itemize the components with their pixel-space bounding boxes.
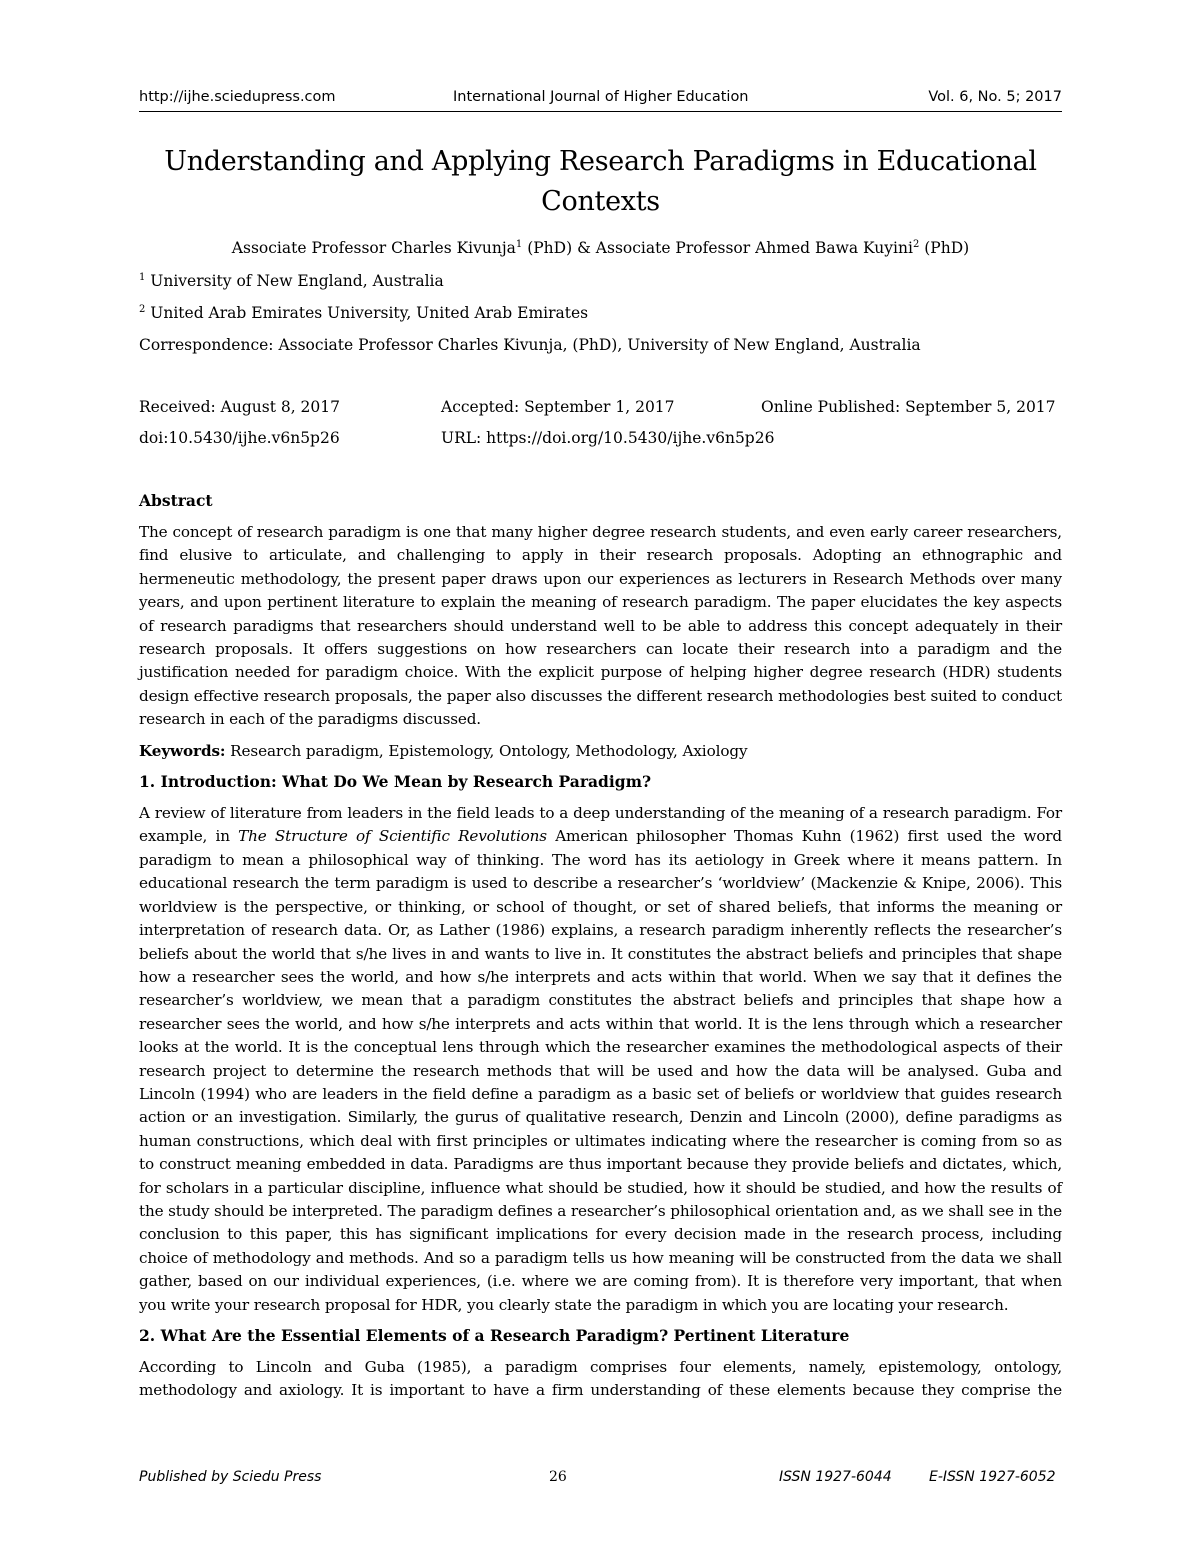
- title-line-1: Understanding and Applying Research Paradigms in Educational: [164, 146, 1037, 177]
- section-2-heading: 2. What Are the Essential Elements of a Research Paradigm? Pertinent Literature: [139, 1326, 850, 1345]
- doi-url[interactable]: URL: https://doi.org/10.5430/ijhe.v6n5p26: [441, 429, 775, 447]
- section-1-text-a: A review of literature from leaders in the field leads to a deep understanding of the meaning of a research paradigm. For example, in: [139, 804, 1062, 846]
- author-middle: (PhD) & Associate Professor Ahmed Bawa Kuyini: [522, 239, 913, 257]
- section-1-text: [139, 802, 1062, 1317]
- author-line: [139, 237, 1062, 259]
- correspondence: Correspondence: Associate Professor Charles Kivunja, (PhD), University of New England, Australia: [139, 336, 921, 354]
- book-title: The Structure of Scientific Revolutions: [238, 827, 547, 846]
- eissn: E-ISSN 1927-6052: [929, 1469, 1056, 1485]
- doi[interactable]: doi:10.5430/ijhe.v6n5p26: [139, 429, 340, 447]
- keywords-label: Keywords:: [139, 741, 226, 760]
- title-line-2: Contexts: [541, 186, 660, 217]
- volume-info: Vol. 6, No. 5; 2017: [928, 89, 1062, 105]
- issn: ISSN 1927-6044: [779, 1469, 892, 1485]
- accepted-date: Accepted: September 1, 2017: [441, 398, 675, 416]
- section-1-heading: 1. Introduction: What Do We Mean by Research Paradigm?: [139, 772, 652, 792]
- section-1-text-b: American philosopher Thomas Kuhn (1962) first used the word paradigm to mean a philosophical way of thinking. The word has its aetiology in Greek where it means pattern. In educational research the term paradigm is used to describe a researcher’s ‘worldview’ (Mackenzie & Knipe, 2006). This worldview is the perspective, or thinking, or school of thought, or set of shared beliefs, that informs the meaning or interpretation of research data. Or, as Lather (1986) explains, a research paradigm inherently reflects the researcher’s beliefs about the world that s/he lives in and wants to live in. It constitutes the abstract beliefs and principles that shape how a researcher sees the world, and how s/he interprets and acts within that world. When we say that it defines the researcher’s worldview, we mean that a paradigm constitutes the abstract beliefs and principles that shape how a researcher sees the world, and how s/he interprets and acts within that world. It is the lens through which a researcher looks at the world. It is the conceptual lens through which the researcher examines the methodological aspects of their research project to determine the research methods that will be used and how the data will be analysed. Guba and Lincoln (1994) who are leaders in the field define a paradigm as a basic set of beliefs or worldview that guides research action or an investigation. Similarly, the gurus of qualitative research, Denzin and Lincoln (2000), define paradigms as human constructions, which deal with first principles or ultimates indicating where the researcher is coming from so as to construct meaning embedded in data. Paradigms are thus important because they provide beliefs and dictates, which, for scholars in a particular discipline, influence what should be studied, how it should be studied, and how the results of the study should be interpreted. The paradigm defines a researcher’s philosophical orientation and, as we shall see in the conclusion to this paper, this has significant implications for every decision made in the research process, including choice of methodology and methods. And so a paradigm tells us how meaning will be constructed from the data we shall gather, based on our individual experiences, (i.e. where we are coming from). It is therefore very important, that when you write your research proposal for HDR, you clearly state the paradigm in which you are locating your research.: [139, 827, 1062, 1314]
- section-2-text: According to Lincoln and Guba (1985), a paradigm comprises four elements, namely, epistemology, ontology, methodology and axiology. It is important to have a firm understanding of these elements because they comprise the: [139, 1358, 1062, 1400]
- author-1-affil-mark: 1: [515, 238, 523, 250]
- affiliation-2-mark: 2: [139, 303, 146, 315]
- keywords-list: Research paradigm, Epistemology, Ontology, Methodology, Axiology: [225, 741, 748, 760]
- affiliation-2: [139, 302, 588, 324]
- paper-page: [139, 0, 1062, 1553]
- abstract-text: The concept of research paradigm is one that many higher degree research students, and even early career researchers, find elusive to articulate, and challenging to apply in their research proposals. Adopting an ethnographic and hermeneutic methodology, the present paper draws upon our experiences as lecturers in Research Methods over many years, and upon pertinent literature to explain the meaning of research paradigm. The paper elucidates the key aspects of research paradigms that researchers should understand well to be able to address this concept adequately in their research proposals. It offers suggestions on how researchers can locate their research into a paradigm and the justification needed for paradigm choice. With the explicit purpose of helping higher degree research (HDR) students design effective research proposals, the paper also discusses the different research methodologies best suited to conduct research in each of the paradigms discussed.: [139, 523, 1062, 729]
- journal-url[interactable]: http://ijhe.sciedupress.com: [139, 89, 336, 105]
- publisher: Published by Sciedu Press: [139, 1469, 322, 1485]
- author-1: Associate Professor Charles Kivunja: [231, 239, 516, 257]
- abstract-heading: Abstract: [139, 491, 213, 510]
- author-2-affil-mark: 2: [912, 238, 920, 250]
- running-header: [139, 89, 1062, 112]
- keywords: [139, 740, 1062, 763]
- journal-name: International Journal of Higher Education: [453, 89, 749, 105]
- affiliation-2-text: United Arab Emirates University, United Arab Emirates: [145, 304, 589, 322]
- page-number: 26: [549, 1469, 567, 1485]
- affiliation-1-text: University of New England, Australia: [145, 272, 444, 290]
- received-date: Received: August 8, 2017: [139, 398, 341, 416]
- paper-body: [139, 490, 1062, 1411]
- author-end: (PhD): [919, 239, 970, 257]
- paper-title: [139, 142, 1062, 222]
- affiliation-1-mark: 1: [139, 271, 146, 283]
- affiliation-1: [139, 270, 444, 292]
- published-date: Online Published: September 5, 2017: [761, 398, 1056, 416]
